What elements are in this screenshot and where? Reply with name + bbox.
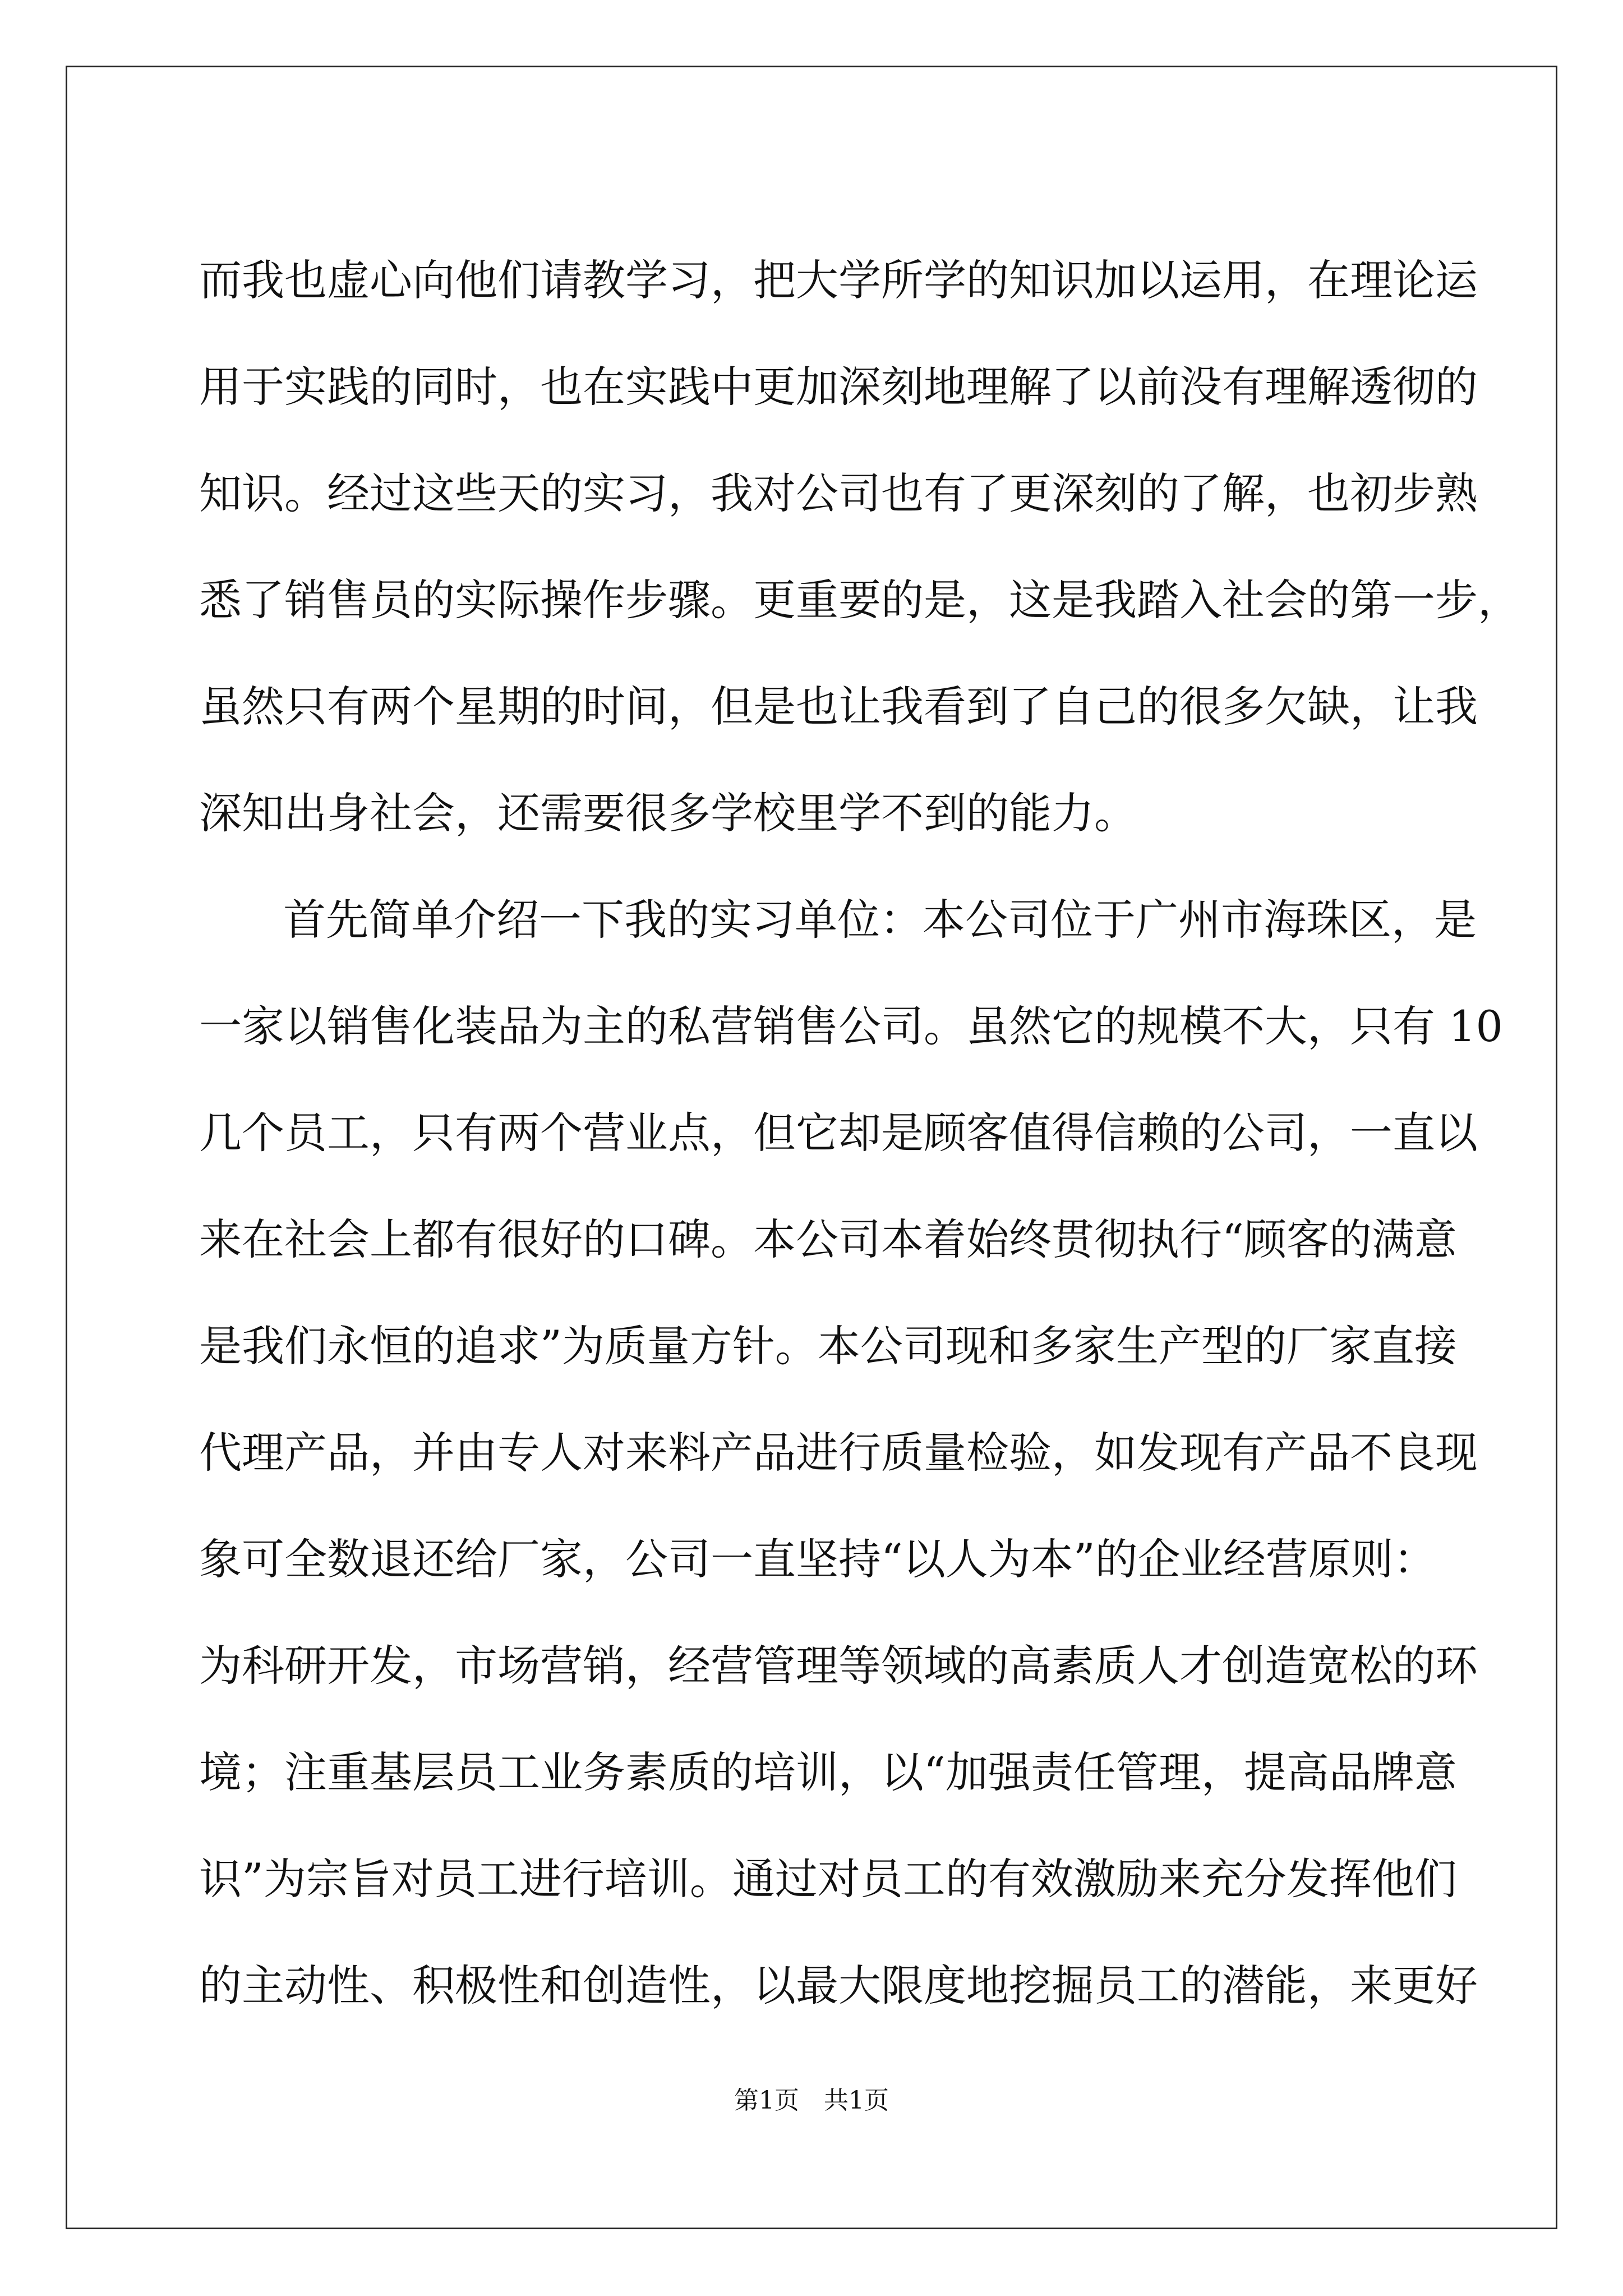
document-body: [199, 227, 1520, 2039]
body-line: 用于实践的同时，也在实践中更加深刻地理解了以前没有理解透彻的: [199, 362, 1478, 412]
paragraph-first-line: 首先简单介绍一下我的实习单位：本公司位于广州市海珠区，是: [283, 895, 1477, 945]
body-line: 悉了销售员的实际操作步骤。更重要的是，这是我踏入社会的第一步，: [199, 575, 1520, 625]
body-line: 是我们永恒的追求”为质量方针。本公司现和多家生产型的厂家直接: [199, 1321, 1457, 1371]
body-line: 境；注重基层员工业务素质的培训，以“加强责任管理，提高品牌意: [199, 1747, 1457, 1797]
body-line: 虽然只有两个星期的时间，但是也让我看到了自己的很多欠缺，让我: [199, 682, 1478, 731]
body-line: 几个员工，只有两个营业点，但它却是顾客值得信赖的公司，一直以: [199, 1108, 1478, 1158]
body-line: 识”为宗旨对员工进行培训。通过对员工的有效激励来充分发挥他们: [199, 1854, 1457, 1904]
body-line: 一家以销售化装品为主的私营销售公司。虽然它的规模不大，只有 10: [199, 1001, 1503, 1051]
body-line: 深知出身社会，还需要很多学校里学不到的能力。: [199, 788, 1137, 838]
body-line: 知识。经过这些天的实习，我对公司也有了更深刻的了解，也初步熟: [199, 468, 1478, 518]
body-line: 而我也虚心向他们请教学习，把大学所学的知识加以运用，在理论运: [199, 255, 1478, 305]
body-line: 来在社会上都有很好的口碑。本公司本着始终贯彻执行“顾客的满意: [199, 1214, 1457, 1264]
body-line: 象可全数退还给厂家，公司一直坚持“以人为本”的企业经营原则：: [199, 1534, 1436, 1584]
body-line: 为科研开发，市场营销，经营管理等领域的高素质人才创造宽松的环: [199, 1641, 1478, 1691]
page-number-footer: 第1页 共1页: [734, 2086, 889, 2115]
body-line: 的主动性、积极性和创造性，以最大限度地挖掘员工的潜能，来更好: [199, 1961, 1478, 2010]
body-line: 代理产品，并由专人对来料产品进行质量检验，如发现有产品不良现: [199, 1428, 1478, 1478]
